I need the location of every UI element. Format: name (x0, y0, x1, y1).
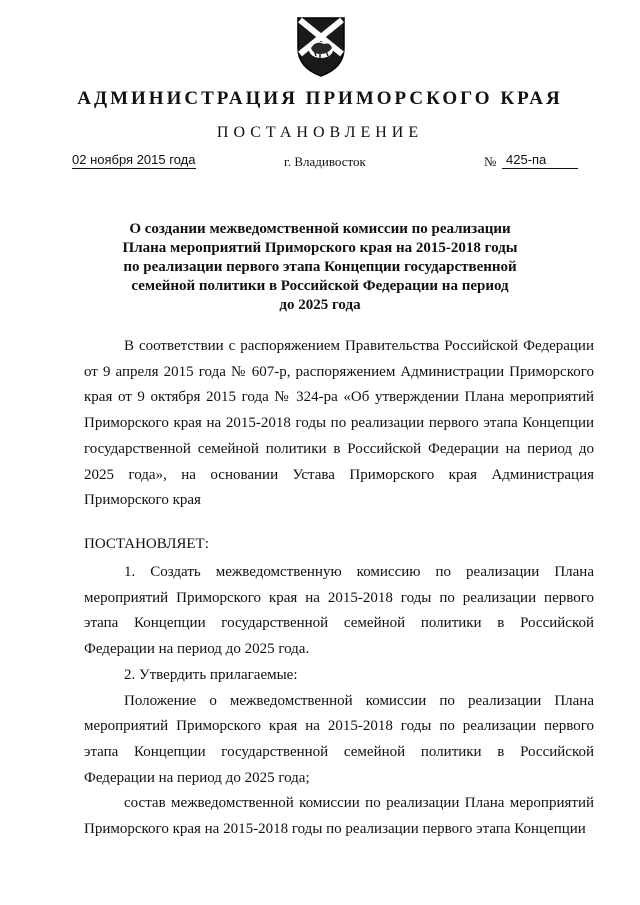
subject-line: Плана мероприятий Приморского края на 2015-2018 годы (122, 240, 518, 256)
resolution-items (84, 560, 594, 843)
subject-line: по реализации первого этапа Концепции государственной (123, 259, 517, 275)
document-number-block (484, 152, 574, 172)
item-2-paragraph: 2. Утвердить прилагаемые: (124, 666, 298, 683)
document-meta (0, 152, 640, 178)
item-2a-paragraph: Положение о межведомственной комиссии по реализации Плана мероприятий Приморского края на 2015-2018 годы по реализации первого этапа Концепции государственной семейной политики в Российской Федерации на период до 2025 года; (84, 692, 594, 786)
subject-line: семейной политики в Российской Федерации на период (131, 278, 509, 294)
document-number: 425-па (502, 152, 578, 169)
organization-title: АДМИНИСТРАЦИЯ ПРИМОРСКОГО КРАЯ (77, 88, 563, 109)
resolves-heading: ПОСТАНОВЛЯЕТ: (84, 536, 209, 552)
preamble-paragraph: В соответствии с распоряжением Правительства Российской Федерации от 9 апреля 2015 года № 607-р, распоряжением Администрации Приморского края от 9 октября 2015 года № 324-ра «Об утверждении Плана мероприятий Приморского края на 2015-2018 годы по реализации первого этапа Концепции государственной семейной политики в Российской Федерации на период до 2025 года», на основании Устава Приморского края Администрация Приморского края (84, 338, 594, 509)
number-sign: № (484, 154, 497, 169)
document-type: ПОСТАНОВЛЕНИЕ (216, 124, 424, 141)
document-date: 02 ноября 2015 года (72, 152, 196, 167)
item-2b-paragraph: состав межведомственной комиссии по реализации Плана мероприятий Приморского края на 2015-2018 годы по реализации первого этапа Концепции (84, 795, 594, 838)
item-1-paragraph: 1. Создать межведомственную комиссию по реализации Плана мероприятий Приморского края на 2015-2018 годы по реализации первого этапа Концепции государственной семейной политики в Российской Федерации на период до 2025 года. (84, 564, 594, 658)
document-subject (110, 220, 530, 315)
subject-line: до 2025 года (279, 297, 361, 313)
preamble-section (84, 334, 594, 514)
subject-line: О создании межведомственной комиссии по реализации (129, 221, 511, 237)
coat-of-arms-icon (294, 14, 348, 78)
document-city: г. Владивосток (284, 154, 366, 169)
